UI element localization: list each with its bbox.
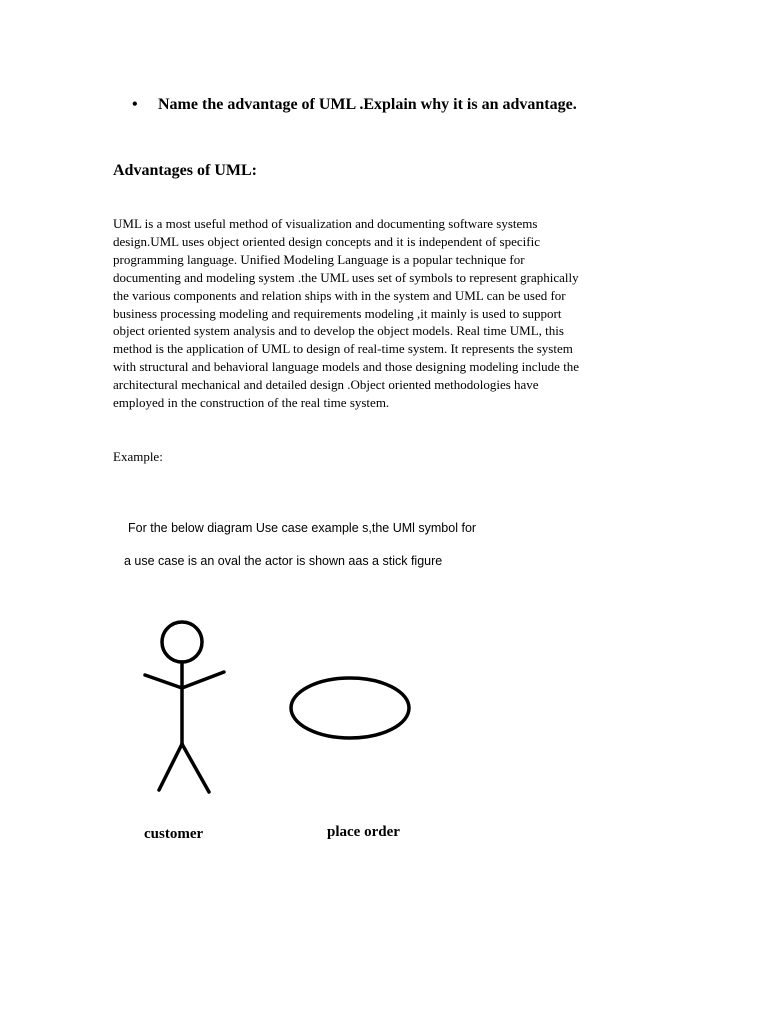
actor-left-arm (145, 675, 182, 688)
question-bullet-row (132, 94, 577, 116)
actor-left-leg (159, 744, 182, 790)
body-line: business processing modeling and requirements modeling ,it mainly is used to support (113, 305, 562, 321)
actor-label: customer (144, 826, 204, 842)
use-case-label: place order (327, 824, 400, 840)
body-line: the various components and relation ships with in the system and UML can be used for (113, 287, 566, 303)
actor-head (162, 622, 202, 662)
diagram-caption-line-1: For the below diagram Use case example s,the UMl symbol for (128, 521, 477, 535)
body-line: employed in the construction of the real time system. (113, 395, 390, 411)
body-paragraph (113, 215, 673, 412)
body-line: object oriented system analysis and to develop the object models. Real time UML, this (113, 323, 564, 339)
actor-right-arm (182, 672, 224, 688)
body-line: architectural mechanical and detailed design .Object oriented methodologies have (113, 377, 539, 393)
use-case-oval (291, 678, 409, 738)
bullet-glyph: • (132, 96, 138, 113)
body-line: documenting and modeling system .the UML uses set of symbols to represent graphically (113, 269, 579, 285)
stick-figure-actor (145, 622, 224, 792)
body-line: with structural and behavioral language models and those designing modeling include the (113, 359, 580, 375)
diagram-caption-line-2: a use case is an oval the actor is shown aas a stick figure (124, 554, 443, 568)
body-line: UML is a most useful method of visualization and documenting software systems (113, 216, 538, 231)
body-line: method is the application of UML to design of real-time system. It represents the system (113, 341, 573, 357)
question-text: Name the advantage of UML .Explain why it is an advantage. (158, 96, 577, 113)
body-line: programming language. Unified Modeling Language is a popular technique for (113, 251, 525, 267)
actor-right-leg (182, 744, 209, 792)
body-line: design.UML uses object oriented design concepts and it is independent of specific (113, 233, 540, 249)
example-label: Example: (113, 449, 163, 464)
section-heading: Advantages of UML: (113, 162, 257, 179)
